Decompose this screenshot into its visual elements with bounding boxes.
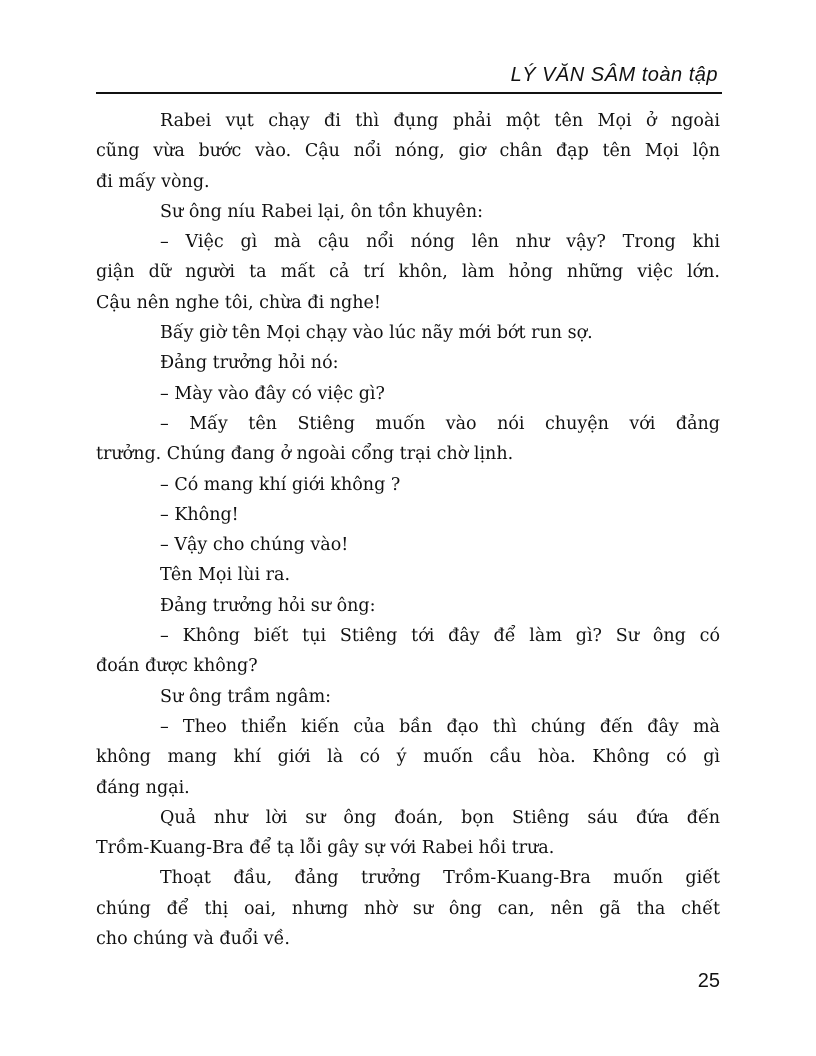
text-line: Trồm-Kuang-Bra để tạ lỗi gây sự với Rabei hồi trưa. xyxy=(96,838,555,859)
text-line: đáng ngại. xyxy=(96,777,190,798)
paragraph xyxy=(96,682,720,712)
text-line: – Vậy cho chúng vào! xyxy=(160,535,349,556)
running-header xyxy=(96,62,722,94)
text-line: Quả như lời sư ông đoán, bọn Stiêng sáu đứa đến xyxy=(160,807,720,828)
text-line: giận dữ người ta mất cả trí khôn, làm hỏng những việc lớn. xyxy=(96,262,720,283)
text-line: – Có mang khí giới không ? xyxy=(160,474,401,495)
text-line: đi mấy vòng. xyxy=(96,171,210,192)
text-line: chúng để thị oai, nhưng nhờ sư ông can, nên gã tha chết xyxy=(96,898,720,919)
text-line: trưởng. Chúng đang ở ngoài cổng trại chờ lịnh. xyxy=(96,444,514,465)
text-line: không mang khí giới là có ý muốn cầu hòa. Không có gì xyxy=(96,747,720,768)
text-line: đoán được không? xyxy=(96,656,258,677)
text-line: – Không! xyxy=(160,504,239,525)
paragraph xyxy=(96,803,720,864)
paragraph xyxy=(96,591,720,621)
paragraph xyxy=(96,621,720,682)
paragraph xyxy=(96,409,720,470)
paragraph xyxy=(96,106,720,197)
text-line: – Việc gì mà cậu nổi nóng lên như vậy? Trong khi xyxy=(160,232,720,253)
text-line: Tên Mọi lùi ra. xyxy=(160,565,291,586)
text-line: Thoạt đầu, đảng trưởng Trồm-Kuang-Bra muốn giết xyxy=(160,868,720,889)
text-line: cho chúng và đuổi về. xyxy=(96,929,290,950)
text-line: – Theo thiển kiến của bần đạo thì chúng đến đây mà xyxy=(160,716,720,737)
text-line: – Mấy tên Stiêng muốn vào nói chuyện với đảng xyxy=(160,413,720,434)
paragraph xyxy=(96,712,720,803)
book-title: LÝ VĂN SÂM toàn tập xyxy=(510,64,718,86)
text-line: Cậu nên nghe tôi, chừa đi nghe! xyxy=(96,292,381,313)
text-line: Sư ông níu Rabei lại, ôn tồn khuyên: xyxy=(160,201,484,222)
text-line: Đảng trưởng hỏi nó: xyxy=(160,353,339,374)
paragraph xyxy=(96,560,720,590)
paragraph xyxy=(96,197,720,227)
paragraph xyxy=(96,379,720,409)
page-body xyxy=(96,106,720,954)
text-line: Sư ông trầm ngâm: xyxy=(160,686,332,707)
paragraph xyxy=(96,863,720,954)
text-line: – Mày vào đây có việc gì? xyxy=(160,383,385,404)
text-line: Rabei vụt chạy đi thì đụng phải một tên Mọi ở ngoài xyxy=(160,111,720,131)
page-number: 25 xyxy=(697,970,720,992)
paragraph xyxy=(96,470,720,500)
paragraph xyxy=(96,227,720,318)
paragraph xyxy=(96,348,720,378)
text-line: – Không biết tụi Stiêng tới đây để làm gì? Sư ông có xyxy=(160,626,720,647)
text-line: cũng vừa bước vào. Cậu nổi nóng, giơ chân đạp tên Mọi lộn xyxy=(96,141,720,162)
paragraph xyxy=(96,318,720,348)
paragraph xyxy=(96,530,720,560)
text-line: Bấy giờ tên Mọi chạy vào lúc nãy mới bớt run sợ. xyxy=(160,323,593,344)
paragraph xyxy=(96,500,720,530)
text-line: Đảng trưởng hỏi sư ông: xyxy=(160,595,376,616)
